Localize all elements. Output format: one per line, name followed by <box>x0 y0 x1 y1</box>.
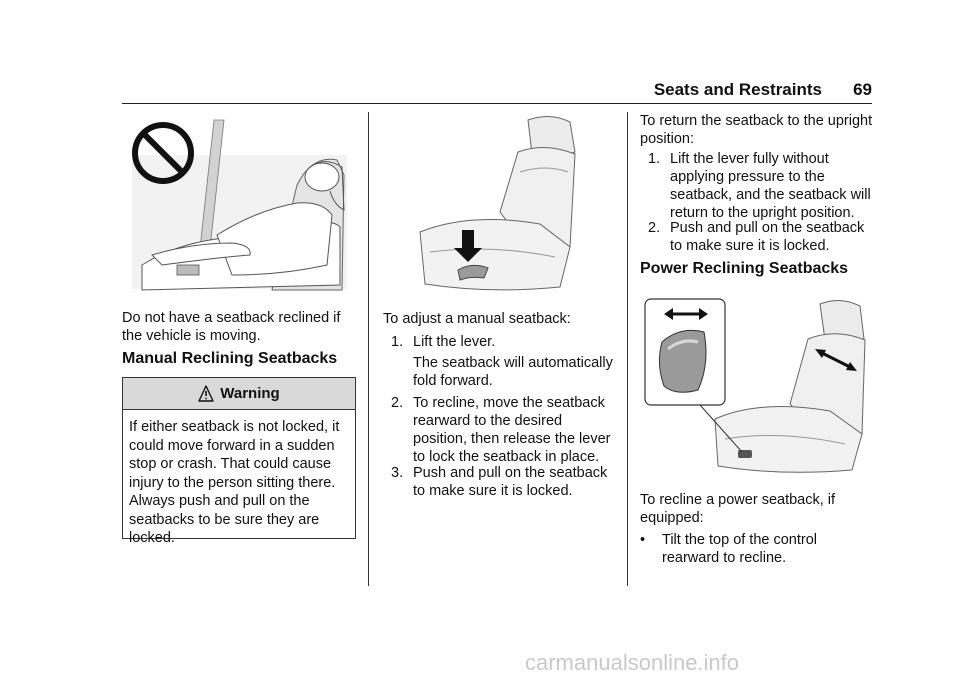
upright-step-1 <box>648 150 876 222</box>
header-rule <box>122 103 872 104</box>
section-heading-power: Power Reclining Seatbacks <box>640 260 849 277</box>
column-divider-1 <box>368 112 369 586</box>
manual-seat-illustration <box>410 112 600 297</box>
manual-step-1-note: The seatback will automatically fold forward. <box>413 355 613 389</box>
step-number: 2. <box>391 395 404 411</box>
step-number: 1. <box>391 334 404 350</box>
section-title: Seats and Restraints <box>653 80 822 99</box>
step-text: Push and pull on the seatback to make sure it is locked. <box>413 465 608 499</box>
bullet-mark: • <box>640 532 646 548</box>
warning-triangle-icon <box>198 385 214 403</box>
manual-step-3 <box>391 464 617 500</box>
step-text: To recline, move the seatback rearward to the desired position, then release the lever to lock the seatback in place. <box>413 395 611 465</box>
step-number: 3. <box>391 465 404 481</box>
manual-step-2 <box>391 394 617 466</box>
step-text: Lift the lever. <box>413 334 496 350</box>
illustration-caption: Do not have a seatback reclined if the vehicle is moving. <box>122 310 341 344</box>
power-seat-illustration <box>640 294 870 476</box>
reclined-passenger-illustration <box>122 115 350 295</box>
warning-body: If either seatback is not locked, it could move forward in a sudden stop or crash. That could cause injury to the person sitting there. Always push and pull on the seatbacks to be sure they are locked. <box>129 419 340 546</box>
upright-intro: To return the seatback to the upright position: <box>640 113 873 147</box>
warning-header <box>123 378 355 410</box>
power-bullet <box>640 531 876 567</box>
column-divider-2 <box>627 112 628 586</box>
step-number: 1. <box>648 151 661 167</box>
bullet-text: Tilt the top of the control rearward to recline. <box>662 532 818 566</box>
step-number: 2. <box>648 220 661 236</box>
warning-title: Warning <box>220 385 280 402</box>
step-text: Push and pull on the seatback to make sure it is locked. <box>670 220 865 254</box>
section-heading-manual: Manual Reclining Seatbacks <box>122 350 338 367</box>
footer-watermark: carmanualsonline.info <box>525 650 740 675</box>
step-text: Lift the lever fully without applying pressure to the seatback, and the seatback will return to the upright position. <box>670 151 871 221</box>
manual-step-1 <box>391 333 617 351</box>
upright-step-2 <box>648 219 876 255</box>
manual-intro: To adjust a manual seatback: <box>383 311 571 327</box>
page-number: 69 <box>853 80 872 99</box>
power-intro: To recline a power seatback, if equipped: <box>640 492 836 526</box>
prohibition-icon <box>130 120 196 186</box>
warning-box <box>122 377 356 546</box>
